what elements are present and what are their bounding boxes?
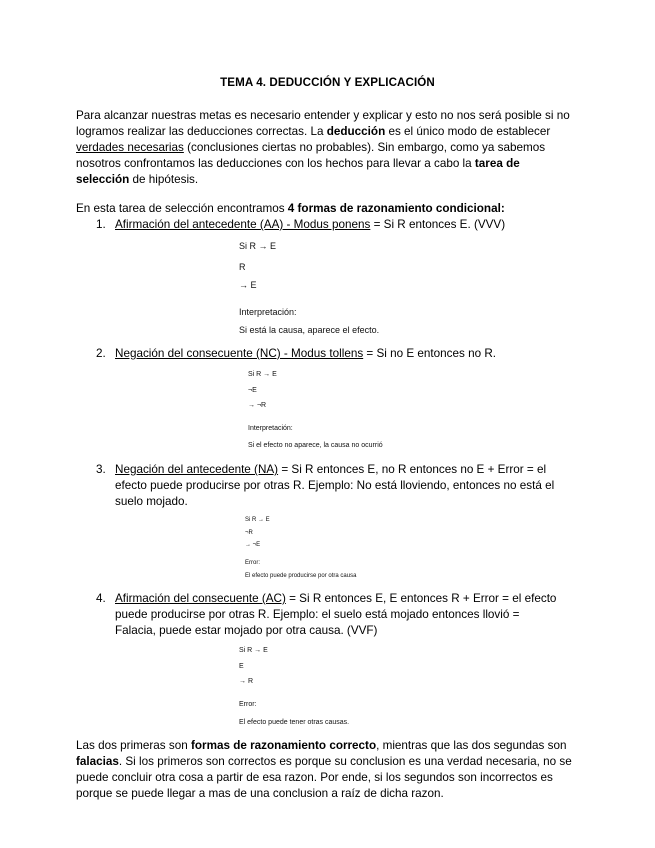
list-item-heading: Afirmación del consecuente (AC) xyxy=(115,592,286,605)
logic-line: → ¬E xyxy=(245,542,261,548)
closing-bold-2: falacias xyxy=(76,755,119,768)
list-item-rest: = Si no E entonces no R. xyxy=(363,347,497,360)
intro-paragraph xyxy=(76,108,576,188)
list-item-number: 1. xyxy=(96,218,106,231)
logic-line: Si R → E xyxy=(239,647,268,654)
intro-text-2: es el único modo de establecer xyxy=(385,125,551,138)
lead-text: En esta tarea de selección encontramos xyxy=(76,202,288,215)
lead-paragraph xyxy=(76,201,576,217)
list-item-text xyxy=(115,591,560,639)
intro-text-3: (conclusiones ciertas no probables). Sin embargo, como ya sabemos nosotros confrontamos las deducciones con los hechos para llevar a cabo la xyxy=(76,141,546,170)
logic-line: R xyxy=(239,262,246,272)
logic-line: ¬E xyxy=(248,387,257,394)
list-item-number: 2. xyxy=(96,347,106,360)
logic-line: → ¬R xyxy=(248,402,267,409)
logic-interpretation: El efecto puede producirse por otra causa xyxy=(245,573,357,579)
list-item-heading: Afirmación del antecedente (AA) - Modus ponens xyxy=(115,218,371,231)
intro-bold-deduccion: deducción xyxy=(326,125,386,138)
list-item-number: 4. xyxy=(96,592,106,605)
lead-bold: 4 formas de razonamiento condicional: xyxy=(287,202,505,215)
closing-text-1: Las dos primeras son xyxy=(76,739,191,752)
logic-line: Si R → E xyxy=(239,241,277,251)
logic-label: Interpretación: xyxy=(239,307,297,317)
logic-line: Si R → E xyxy=(248,371,277,378)
closing-text-3: . Si los primeros son correctos es porque su conclusion es una verdad necesaria, no se puede concluir otra cosa a partir de esa razon. Por ende, si los segundos son incorrectos es porque se puede llegar a mas de una conclusion a raíz de dicha razon. xyxy=(76,755,572,800)
closing-text-2: , mientras que las dos segundas son xyxy=(376,739,567,752)
logic-line: E xyxy=(239,663,244,670)
logic-label: Interpretación: xyxy=(248,425,293,432)
list-item-rest: = Si R entonces E, E entonces R + Error = el efecto puede producirse por otras R. Ejemplo: el suelo está mojado entonces llovió = Falacia, puede estar mojado por otra causa. (VVF) xyxy=(115,592,557,637)
logic-interpretation: El efecto puede tener otras causas. xyxy=(239,719,350,726)
list-item-text xyxy=(115,217,560,233)
intro-bold-tarea: tarea de selección xyxy=(76,157,520,186)
logic-label: Error: xyxy=(239,701,257,708)
list-item-text xyxy=(115,346,560,362)
closing-bold-1: formas de razonamiento correcto xyxy=(190,739,377,752)
intro-text-1: Para alcanzar nuestras metas es necesario entender y explicar y esto no nos será posible si no logramos realizar las deducciones correctas. La xyxy=(76,109,570,138)
list-item-number: 3. xyxy=(96,463,106,476)
list-item-heading: Negación del consecuente (NC) - Modus tollens xyxy=(115,347,364,360)
closing-paragraph xyxy=(76,738,576,802)
list-item-rest: = Si R entonces E, no R entonces no E + Error = el efecto puede producirse por otras R. Ejemplo: No está lloviendo, entonces no está el suelo mojado. xyxy=(115,463,555,508)
page-title: TEMA 4. DEDUCCIÓN Y EXPLICACIÓN xyxy=(220,76,435,89)
logic-interpretation: Si el efecto no aparece, la causa no ocurrió xyxy=(248,442,383,449)
list-item-rest: = Si R entonces E. (VVV) xyxy=(370,218,506,231)
intro-underline-verdades: verdades necesarias xyxy=(76,141,184,154)
list-item-heading: Negación del antecedente (NA) xyxy=(115,463,279,476)
logic-label: Error: xyxy=(245,560,260,566)
list-item-text xyxy=(115,462,560,510)
logic-interpretation: Si está la causa, aparece el efecto. xyxy=(239,325,380,335)
logic-line: → R xyxy=(239,678,253,685)
intro-text-4: de hipótesis. xyxy=(129,173,199,186)
logic-line: ¬R xyxy=(245,530,253,536)
logic-line: → E xyxy=(239,280,257,290)
logic-line: Si R → E xyxy=(245,517,270,523)
